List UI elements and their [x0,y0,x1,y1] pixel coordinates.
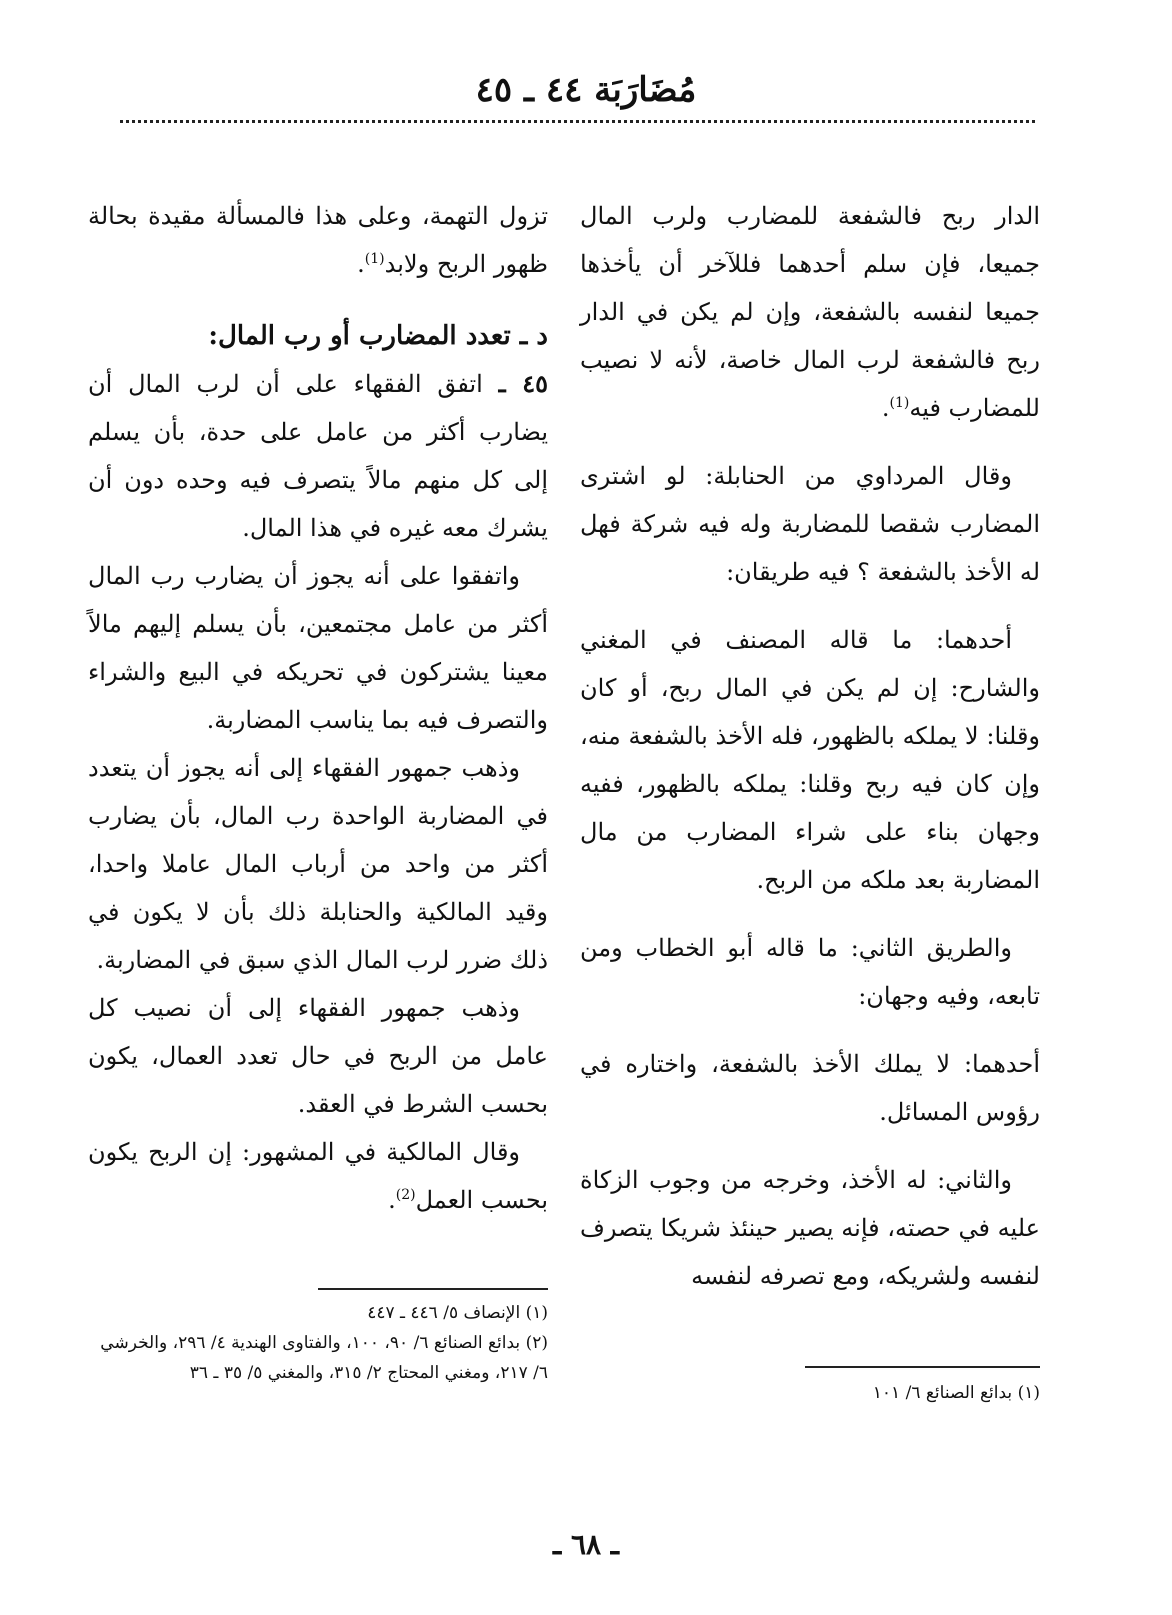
footnote-ref: (1) [889,395,910,411]
right-paragraph-2: وقال المرداوي من الحنابلة: لو اشترى المضارب شقصا للمضاربة وله فيه شركة فهل له الأخذ بالشفعة ؟ فيه طريقان: [580,462,1040,586]
left-paragraph-4: وذهب جمهور الفقهاء إلى أنه يجوز أن يتعدد في المضاربة الواحدة رب المال، بأن يضارب أكثر من واحد من أرباب المال عاملا واحدا، وقيد المالكية والحنابلة ذلك بأن لا يكون في ذلك ضرر لرب المال الذي سبق في المضاربة. [88,754,548,974]
header-dotted-rule [120,120,1035,123]
footnotes-right [780,1378,1040,1408]
left-paragraph-1: تزول التهمة، وعلى هذا فالمسألة مقيدة بحالة ظهور الربح ولابد$^{(1)}$. [88,202,548,278]
right-paragraph-4: والطريق الثاني: ما قاله أبو الخطاب ومن تابعه، وفيه وجهان: [580,934,1040,1010]
left-paragraph-2: ٤٥ ـ اتفق الفقهاء على أن لرب المال أن يضارب أكثر من عامل على حدة، بأن يسلم إلى كل منهم مالاً يتصرف فيه وحده دون أن يشرك معه غيره في هذا المال. [88,369,548,542]
section-heading: د ـ تعدد المضارب أو رب المال: [208,321,548,351]
right-paragraph-6: والثاني: له الأخذ، وخرجه من وجوب الزكاة عليه في حصته، فإنه يصير حينئذ شريكا يتصرف لنفسه ولشريكه، ومع تصرفه لنفسه [580,1166,1040,1290]
page-header-title: مُضَارَبَة ٤٤ ـ ٤٥ [475,70,697,110]
left-column [88,192,548,1224]
page-number: ـ ٦٨ ـ [553,1528,619,1561]
footnote-item: (١) الإنصاف ٥/ ٤٤٦ ـ ٤٤٧ [367,1303,548,1323]
left-paragraph-5: وذهب جمهور الفقهاء إلى أن نصيب كل عامل من الربح في حال تعدد العمال، يكون بحسب الشرط في العقد. [88,994,548,1118]
footnotes-left [100,1298,548,1388]
footnote-item: (١) بدائع الصنائع ٦/ ١٠١ [872,1383,1040,1403]
footnote-ref: (2) [395,1187,416,1203]
left-paragraph-3: واتفقوا على أنه يجوز أن يضارب رب المال أكثر من عامل مجتمعين، بأن يسلم إليهم مالاً معينا يشتركون في تحريكه في البيع والشراء والتصرف فيه بما يناسب المضاربة. [88,562,548,734]
footnote-item: (٢) بدائع الصنائع ٦/ ٩٠، ١٠٠، والفتاوى الهندية ٤/ ٢٩٦، والخرشي ٦/ ٢١٧، ومغني المحتاج ٢/ ٣١٥، والمغني ٥/ ٣٥ ـ ٣٦ [100,1333,548,1383]
right-column [580,192,1040,1300]
footnote-rule-right [805,1366,1040,1368]
footnote-ref: (1) [364,251,385,267]
right-paragraph-5: أحدهما: لا يملك الأخذ بالشفعة، واختاره في رؤوس المسائل. [580,1050,1040,1126]
left-paragraph-6: وقال المالكية في المشهور: إن الربح يكون بحسب العمل$^{(2)}$. [88,1138,548,1214]
right-paragraph-3: أحدهما: ما قاله المصنف في المغني والشارح: إن لم يكن في المال ربح، أو كان وقلنا: لا يملكه بالظهور، فله الأخذ بالشفعة منه، وإن كان فيه ربح وقلنا: يملكه بالظهور، ففيه وجهان بناء على شراء المضارب من مال المضاربة بعد ملكه من الربح. [580,626,1040,894]
paragraph-number: ٤٥ ـ [498,369,548,398]
right-paragraph-1: الدار ربح فالشفعة للمضارب ولرب المال جميعا، فإن سلم أحدهما فللآخر أن يأخذها جميعا لنفسه بالشفعة، وإن لم يكن في الدار ربح فالشفعة لرب المال خاصة، لأنه لا نصيب للمضارب فيه$^{(1)}$. [580,202,1040,422]
footnote-rule-left [318,1288,548,1290]
